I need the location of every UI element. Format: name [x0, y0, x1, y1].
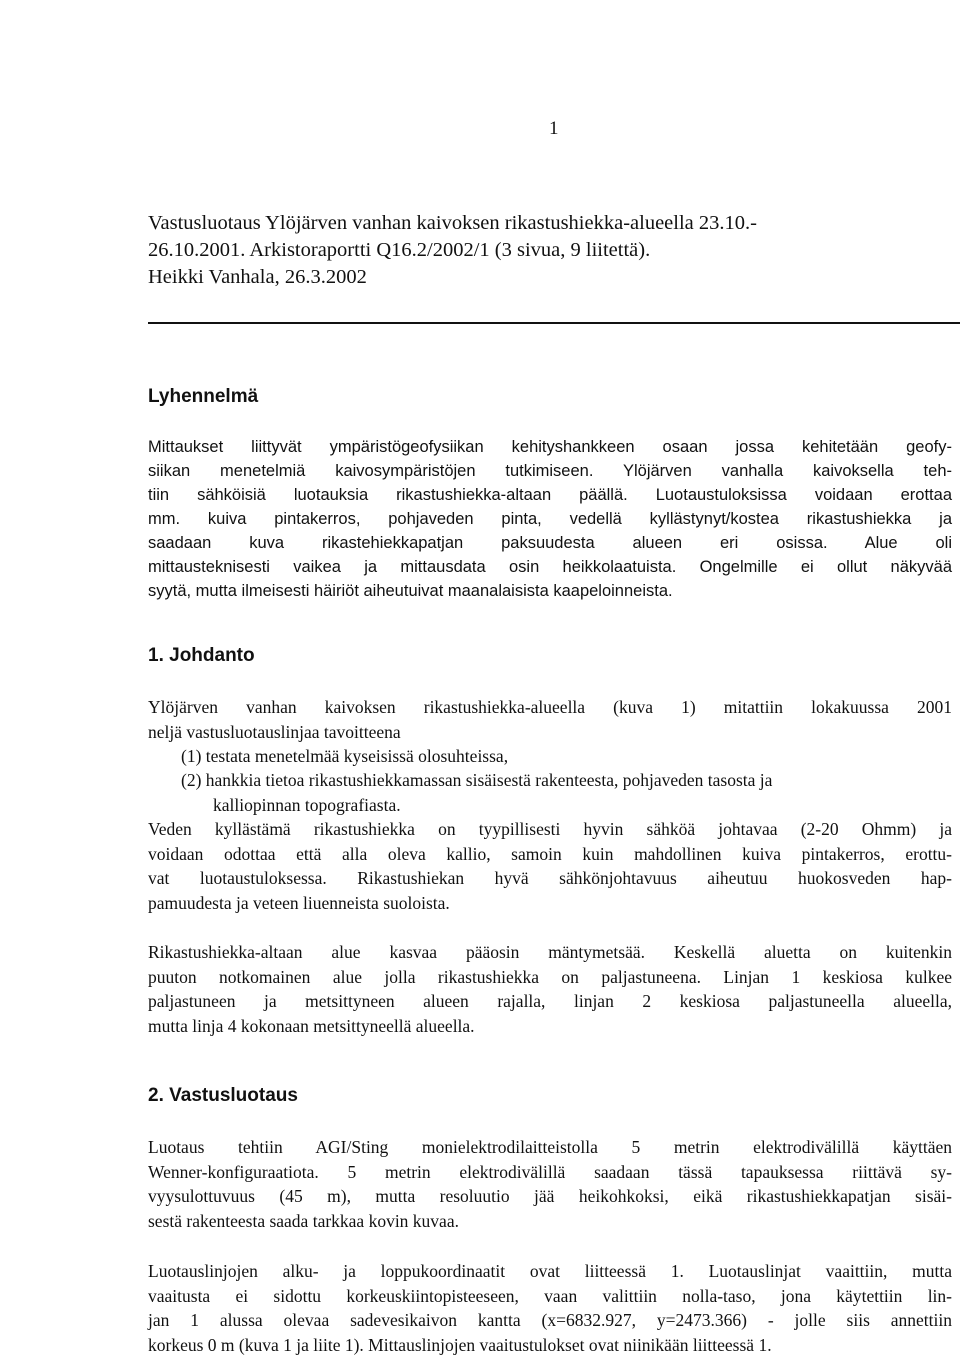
text-line: Luotaus tehtiin AGI/Sting monielektrodilaitteistolla 5 metrin elektrodivälillä käyttäen	[148, 1137, 952, 1157]
goal-item-1: (1) testata menetelmää kyseisissä olosuhteissa,	[181, 746, 509, 766]
intro-paragraph-2	[148, 817, 952, 915]
text-line: vaaitusta ei sidottu korkeuskiintopisteeseen, vaan valittiin nolla-taso, jona käytettiin lin-	[148, 1285, 952, 1306]
reference-line: 26.10.2001. Arkistoraportti Q16.2/2002/1 (3 sivua, 9 liitettä).	[148, 239, 651, 261]
intro-paragraph-3	[148, 940, 952, 1038]
reference-line: Heikki Vanhala, 26.3.2002	[148, 266, 367, 288]
summary-paragraph	[148, 435, 952, 603]
text-line: Mittaukset liittyvät ympäristögeofysiikan kehityshankkeen osaan jossa kehitetään geofy-	[148, 438, 952, 456]
text-line: Rikastushiekka-altaan alue kasvaa pääosin mäntymetsää. Keskellä aluetta on kuitenkin	[148, 942, 952, 962]
intro-paragraph-1	[148, 695, 952, 744]
text-line: Wenner-konfiguraatiota. 5 metrin elektrodivälillä saadaan tässä tapauksessa riittävä sy-	[148, 1161, 952, 1182]
goal-item-2: (2) hankkia tietoa rikastushiekkamassan sisäisestä rakenteesta, pohjaveden tasosta ja	[181, 770, 773, 790]
text-line: mm. kuiva pintakerros, pohjaveden pinta, vedellä kyllästynyt/kostea rikastushiekka ja	[148, 510, 952, 528]
sounding-paragraph-2	[148, 1259, 952, 1357]
text-line: neljä vastusluotauslinjaa tavoitteena	[148, 721, 401, 742]
text-line: siikan menetelmiä kaivosympäristöjen tutkimiseen. Ylöjärven vanhalla kaivoksella teh-	[148, 462, 952, 480]
text-line: vat luotaustuloksessa. Rikastushiekan hyvä sähkönjohtavuus aiheutuu huokosveden hap-	[148, 868, 952, 888]
text-line: korkeus 0 m (kuva 1 ja liite 1). Mittauslinjojen vaaitustulokset ovat niinikään liitteessä 1.	[148, 1334, 772, 1355]
goal-item-2-continuation: kalliopinnan topografiasta.	[213, 795, 401, 815]
text-line: vyysulottuvuus (45 m), mutta resoluutio jää heikohkoksi, eikä rikastushiekkapatjan sisäi-	[148, 1186, 952, 1206]
sounding-heading: 2. Vastusluotaus	[148, 1085, 298, 1106]
text-line: Ylöjärven vanhan kaivoksen rikastushiekka-alueella (kuva 1) mitattiin lokakuussa 2001	[148, 697, 952, 717]
intro-heading: 1. Johdanto	[148, 645, 255, 666]
text-line: Veden kyllästämä rikastushiekka on tyypillisesti hyvin sähköä johtavaa (2-20 Ohmm) ja	[148, 819, 952, 839]
text-line: Luotauslinjojen alku- ja loppukoordinaatit ovat liitteessä 1. Luotauslinjat vaaittiin, mutta	[148, 1261, 952, 1281]
divider-rule	[148, 322, 960, 324]
text-line: saadaan kuva rikastehiekkapatjan paksuudesta alueen eri osissa. Alue oli	[148, 534, 952, 552]
text-line: sestä rakenteesta saada tarkkaa kovin kuvaa.	[148, 1210, 459, 1231]
text-line: mittausteknisesti vaikea ja mittausdata osin heikkolaatuista. Ongelmille ei ollut näkyvää	[148, 558, 952, 576]
text-line: tiin sähköisiä luotauksia rikastushiekka-altaan päällä. Luotaustuloksissa voidaan erottaa	[148, 486, 952, 504]
page-number: 1	[549, 118, 559, 139]
text-line: jan 1 alussa olevaa sadevesikaivon kantta (x=6832.927, y=2473.366) - jolle siis annettiin	[148, 1310, 952, 1330]
text-line: pamuudesta ja veteen liuenneista suoloista.	[148, 892, 450, 913]
text-line: mutta linja 4 kokonaan metsittyneellä alueella.	[148, 1015, 475, 1036]
summary-heading: Lyhennelmä	[148, 386, 259, 407]
reference-line: Vastusluotaus Ylöjärven vanhan kaivoksen rikastushiekka-alueella 23.10.-	[148, 212, 757, 234]
text-line: syytä, mutta ilmeisesti häiriöt aiheutuivat maanalaisista kaapeloinneista.	[148, 582, 673, 600]
sounding-paragraph-1	[148, 1135, 952, 1233]
text-line: voidaan odottaa että alla oleva kallio, samoin kuin mahdollinen kuiva pintakerros, erottu-	[148, 843, 952, 864]
text-line: paljastuneen ja metsittyneen alueen rajalla, linjan 2 keskiosa paljastuneella alueella,	[148, 991, 952, 1011]
report-reference	[148, 210, 928, 291]
text-line: puuton notkomainen alue jolla rikastushiekka on paljastuneena. Linjan 1 keskiosa kulkee	[148, 966, 952, 987]
